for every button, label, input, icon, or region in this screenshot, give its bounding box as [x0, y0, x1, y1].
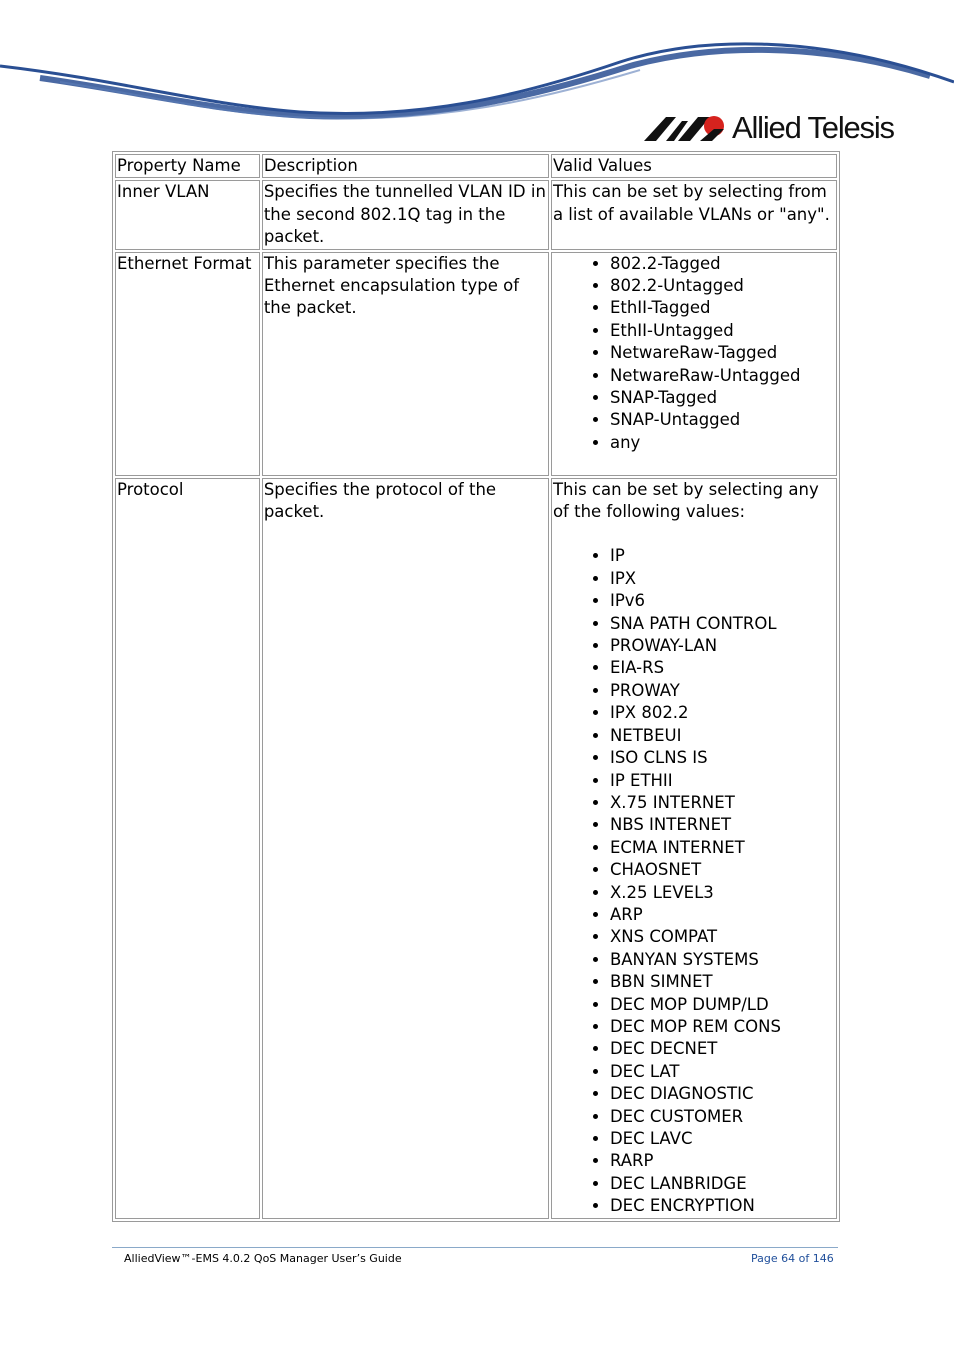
list-item: • EIA-RS [610, 657, 835, 679]
table-row [115, 478, 837, 1219]
list-item: • X.25 LEVEL3 [610, 882, 835, 904]
footer-guide-title: AlliedView™-EMS 4.0.2 QoS Manager User’s Guide [124, 1252, 402, 1265]
list-item: • IPX [610, 568, 835, 590]
list-item: • DEC MOP DUMP/LD [610, 994, 835, 1016]
allied-telesis-logo [644, 108, 894, 148]
footer-rule [112, 1247, 838, 1248]
list-item: • DEC LAT [610, 1061, 835, 1083]
list-item: • DEC DECNET [610, 1038, 835, 1060]
valid-values-list [553, 253, 835, 455]
list-item: • ISO CLNS IS [610, 747, 835, 769]
valid-values-list [553, 545, 835, 1217]
list-item: • NetwareRaw-Untagged [610, 365, 835, 387]
property-name-cell: Inner VLAN [115, 180, 260, 249]
valid-values-text: This can be set by selecting from a list of available VLANs or "any". [552, 182, 830, 224]
description-cell: Specifies the protocol of the packet. [262, 478, 549, 1219]
list-item: • EthII-Untagged [610, 320, 835, 342]
property-name-cell: Protocol [115, 478, 260, 1219]
list-item: • CHAOSNET [610, 859, 835, 881]
list-item: • DEC LANBRIDGE [610, 1173, 835, 1195]
allied-telesis-logo-mark-icon [644, 113, 728, 143]
list-item: • DEC ENCRYPTION [610, 1195, 835, 1217]
list-item: • SNAP-Untagged [610, 409, 835, 431]
list-item: • EthII-Tagged [610, 297, 835, 319]
list-item: • IPX 802.2 [610, 702, 835, 724]
list-item: • IPv6 [610, 590, 835, 612]
list-item: • SNA PATH CONTROL [610, 613, 835, 635]
list-item: • DEC MOP REM CONS [610, 1016, 835, 1038]
list-item: • DEC CUSTOMER [610, 1106, 835, 1128]
valid-values-cell [551, 180, 837, 249]
list-item: • ARP [610, 904, 835, 926]
header-cell-property-name: Property Name [115, 154, 260, 178]
list-item: • ECMA INTERNET [610, 837, 835, 859]
list-item: • IP [610, 545, 835, 567]
valid-values-cell [551, 252, 837, 476]
list-item: • DEC LAVC [610, 1128, 835, 1150]
list-item: • BBN SIMNET [610, 971, 835, 993]
properties-table [112, 151, 840, 1222]
list-item: • 802.2-Tagged [610, 253, 835, 275]
footer-page-number: Page 64 of 146 [751, 1252, 834, 1265]
list-item: • RARP [610, 1150, 835, 1172]
list-item: • SNAP-Tagged [610, 387, 835, 409]
list-item: • XNS COMPAT [610, 926, 835, 948]
table-row [115, 252, 837, 476]
header-cell-description: Description [262, 154, 549, 178]
table-row [115, 180, 837, 249]
list-item: • NetwareRaw-Tagged [610, 342, 835, 364]
list-item: • X.75 INTERNET [610, 792, 835, 814]
list-item: • any [610, 432, 835, 454]
table-header-row [115, 154, 837, 178]
valid-values-cell [551, 478, 837, 1219]
property-name-cell: Ethernet Format [115, 252, 260, 476]
brand-name: Allied Telesis [732, 110, 894, 145]
description-cell: Specifies the tunnelled VLAN ID in the second 802.1Q tag in the packet. [262, 180, 549, 249]
list-item: • DEC DIAGNOSTIC [610, 1083, 835, 1105]
header-cell-valid-values: Valid Values [551, 154, 837, 178]
list-item: • PROWAY-LAN [610, 635, 835, 657]
description-cell: This parameter specifies the Ethernet encapsulation type of the packet. [262, 252, 549, 476]
list-item: • 802.2-Untagged [610, 275, 835, 297]
list-item: • PROWAY [610, 680, 835, 702]
valid-values-text: This can be set by selecting any of the following values: [552, 479, 819, 522]
list-item: • BANYAN SYSTEMS [610, 949, 835, 971]
spacer [553, 523, 835, 545]
list-item: • NETBEUI [610, 725, 835, 747]
list-item: • NBS INTERNET [610, 814, 835, 836]
list-item: • IP ETHII [610, 770, 835, 792]
